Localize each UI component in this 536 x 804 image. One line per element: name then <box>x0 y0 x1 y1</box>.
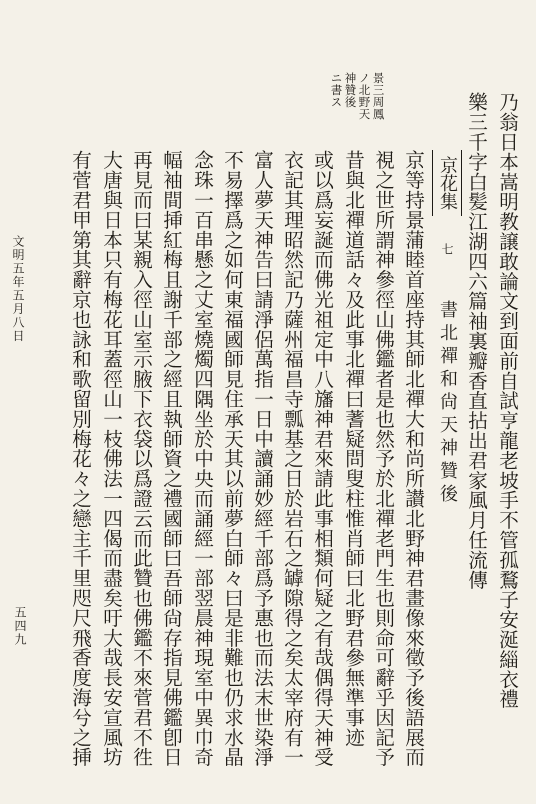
body-line-12: 再見而曰某親入徑山室示腋下衣袋以爲證云而此贊也佛鑑不來菅君不徃 <box>129 150 153 767</box>
header-note-2: ノ北野天 <box>357 72 372 120</box>
header-note-4: ニ書ス <box>329 72 344 108</box>
body-line-11: 幅袖間挿紅梅且謝千部之經且執師資之禮國師曰吾師尙存指見佛鑑卽日 <box>159 150 183 767</box>
body-line-4: 視之世所謂神參徑山佛鑑者是也然予於北禪老門生也則命可辭乎因記予 <box>371 150 395 767</box>
page-number: 五四九 <box>13 606 27 647</box>
body-line-1: 乃翁日本嵩明教譲敢論文到面前自試亨龍老坡手不管孤鶩子安涎緇衣禮 <box>495 92 519 709</box>
document-date: 文明五年五月八日 <box>11 235 25 343</box>
body-line-5: 昔與北禪道話々及此事北禪曰蓍疑問叟柱惟肖師曰北野君參無準事迹 <box>341 150 365 747</box>
body-line-7: 衣記其理昭然記乃薩州福昌寺瓢基之日於岩石之罅隙得之矣太宰府有一 <box>280 150 304 767</box>
header-note-3: 神贊後 <box>343 72 358 108</box>
header-note-1: 景三周鳳 <box>371 72 386 120</box>
body-line-9: 不易擇爲之如何東福國師見住承天其以前夢白師々曰是非難也仍求水晶 <box>220 150 244 767</box>
body-line-3: 京等持景蒲睦首座持其師北禪大和尚所讃北野神君畫像來徵予後語展而 <box>401 150 425 767</box>
body-line-8: 富人夢天神告曰請淨侶萬指一日中讀誦妙經千部爲予惠也而法末世染淨 <box>250 150 274 767</box>
section-title <box>432 150 462 507</box>
collection-title: 京花集 <box>432 150 462 216</box>
section-number: 七 <box>440 243 454 255</box>
body-line-2: 樂三千字白髪江湖四六篇袖裏瓣香直拈出君家風月任流傳 <box>464 92 488 590</box>
body-line-13: 大唐與日本只有梅花耳蓋徑山一枝佛法一四偈而盡矣吁大哉長安宣風坊 <box>99 150 123 767</box>
section-heading: 書北禪和尙天神贊後 <box>437 300 458 507</box>
body-line-6: 或以爲妄誕而佛光祖定中八旛神君來請此事相類何疑之有哉偶得天神受 <box>310 150 334 767</box>
body-line-10: 念珠一百串懸之丈室燒燭四隅坐於中央而誦經一部翌晨神現室中異巾奇 <box>190 150 214 767</box>
body-line-14: 有菅君甲第其辭京也詠和歌留別梅花々之戀主千里咫尺飛香度海兮之挿 <box>68 150 92 767</box>
